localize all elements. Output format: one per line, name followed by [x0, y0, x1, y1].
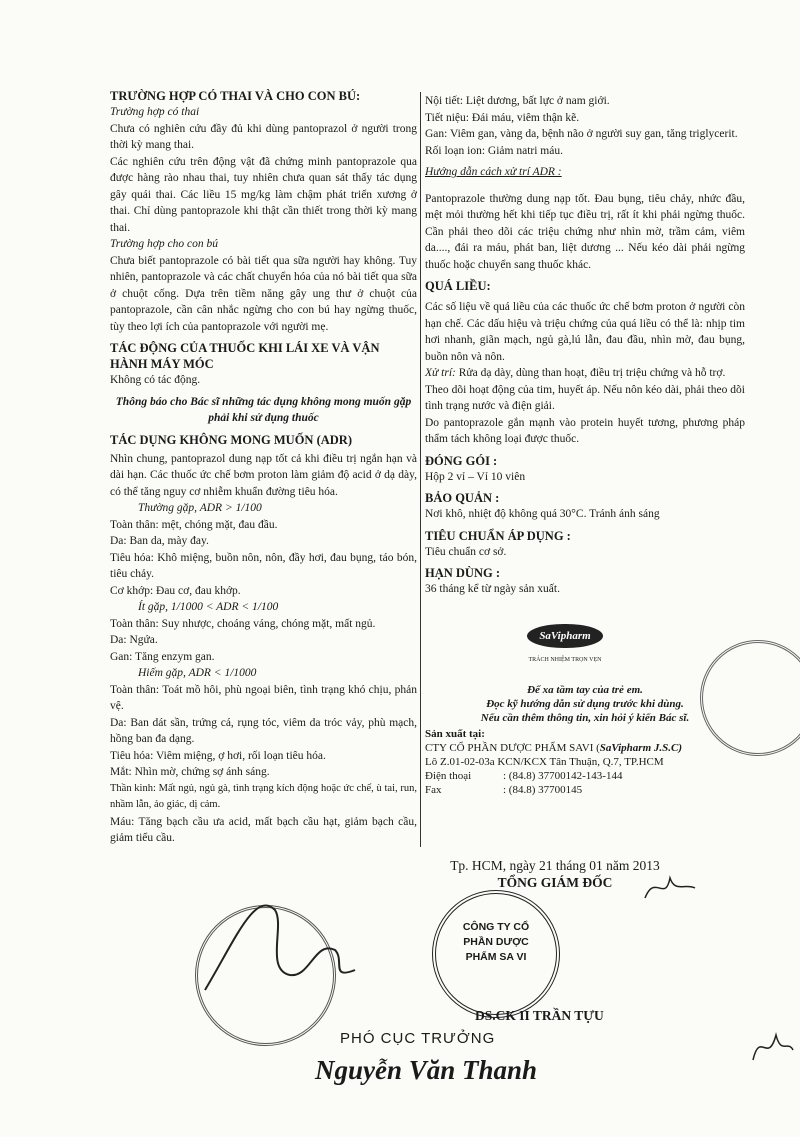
adr-common-2: Da: Ban da, mày đay. — [110, 535, 209, 547]
manufacturer-name: CTY CỔ PHẦN DƯỢC PHẨM SAVI ( — [425, 741, 600, 754]
initials-stroke — [645, 878, 695, 898]
overdose-treatment — [425, 365, 745, 382]
adr-common-3: Tiêu hóa: Khô miệng, buồn nôn, nôn, đầy hơi, đau bụng, táo bón, tiêu chảy. — [110, 551, 417, 580]
manufacturer — [425, 727, 745, 797]
company-stamp-text: CÔNG TY CỔ PHẦN DƯỢC PHẨM SA VI — [462, 921, 530, 963]
adr-uncommon-label: Ít gặp, 1/1000 < ADR < 1/100 — [138, 601, 279, 613]
adr-urinary: Tiết niệu: Đái máu, viêm thận kẽ. — [425, 111, 580, 124]
logo-text: SaVipharm — [539, 629, 591, 642]
storage-heading: BẢO QUẢN : — [425, 491, 500, 505]
adr-rare-4: Mắt: Nhìn mờ, chứng sợ ánh sáng. — [110, 766, 270, 778]
phone-label: Điện thoại — [425, 769, 472, 782]
adr-uncommon-1: Toàn thân: Suy nhược, choáng váng, chóng mặt, mất ngủ. — [110, 617, 376, 630]
adr-rare-1: Toàn thân: Toát mồ hôi, phù ngoại biên, tình trạng khó chịu, phản vệ. — [110, 683, 417, 712]
adr-rare-6: Máu: Tăng bạch cầu ưa acid, mất bạch cầu hạt, giảm bạch cầu, giảm tiểu cầu. — [110, 815, 417, 844]
adr-notice: Thông báo cho Bác sĩ những tác dụng không mong muốn gặp phải khi sử dụng thuốc — [115, 395, 412, 424]
warning-3: Nếu cần thêm thông tin, xin hỏi ý kiến Bác sĩ. — [480, 711, 690, 724]
warning-1: Để xa tầm tay của trẻ em. — [527, 683, 643, 696]
adr-common-label: Thường gặp, ADR > 1/100 — [138, 502, 262, 514]
driving-text: Không có tác động. — [110, 374, 201, 386]
warning-2: Đọc kỹ hướng dẫn sử dụng trước khi dùng. — [486, 697, 684, 710]
adr-uncommon-2: Da: Ngứa. — [110, 634, 158, 646]
adr-guide-heading: Hướng dẫn cách xử trí ADR : — [425, 166, 562, 178]
fax-value: : (84.8) 37700145 — [503, 783, 583, 796]
signature-stroke — [205, 905, 355, 990]
initials-scribble — [640, 868, 700, 908]
standard-text: Tiêu chuẩn cơ sở. — [425, 545, 507, 558]
driving-heading: TÁC ĐỘNG CỦA THUỐC KHI LÁI XE VÀ VẬN HÀNH MÁY MÓC — [110, 341, 380, 371]
standard-heading: TIÊU CHUẨN ÁP DỤNG : — [425, 528, 571, 543]
sign-director-title: TỔNG GIÁM ĐỐC — [497, 875, 613, 890]
overdose-heading: QUÁ LIỀU: — [425, 279, 491, 293]
warnings — [425, 683, 745, 725]
column-divider — [420, 92, 421, 847]
fax-label: Fax — [425, 783, 442, 796]
adr-endocrine: Nội tiết: Liệt dương, bất lực ở nam giới. — [425, 95, 610, 107]
adr-rare-3: Tiêu hóa: Viêm miệng, ợ hơi, rối loạn tiêu hóa. — [110, 749, 326, 762]
expiry-text: 36 tháng kể từ ngày sản xuất. — [425, 583, 560, 595]
signer-name: DS.CK II TRẦN TỰU — [475, 1008, 604, 1023]
packaging-heading: ĐÓNG GÓI : — [425, 453, 498, 468]
left-column — [110, 88, 417, 847]
adr-uncommon-3: Gan: Tăng enzym gan. — [110, 650, 215, 663]
adr-heading: TÁC DỤNG KHÔNG MONG MUỐN (ADR) — [110, 432, 352, 447]
fax-row — [425, 783, 745, 797]
pregnancy-subheading: Trường hợp có thai — [110, 106, 200, 118]
adr-common-1: Toàn thân: mệt, chóng mặt, đau đầu. — [110, 518, 278, 531]
packaging-text: Hộp 2 vỉ – Vỉ 10 viên — [425, 470, 526, 483]
storage-text: Nơi khô, nhiệt độ không quá 30°C. Tránh ánh sáng — [425, 508, 660, 520]
manufacturer-name-row — [425, 741, 745, 755]
overdose-text-3: Theo dõi hoạt động của tim, huyết áp. Nếu nôn kéo dài, phải theo dõi tình trạng nước và điện giải. — [425, 383, 745, 412]
pregnancy-text-1: Chưa có nghiên cứu đầy đủ khi dùng pantoprazol ở người trong thời kỳ mang thai. — [110, 122, 417, 151]
company-stamp — [432, 890, 560, 1018]
phone-value: : (84.8) 37700142-143-144 — [503, 769, 623, 782]
vice-director-title: PHÓ CỤC TRƯỞNG — [340, 1030, 496, 1047]
manufacturer-heading: Sản xuất tại: — [425, 727, 485, 740]
adr-guide-text: Pantoprazole thường dung nạp tốt. Đau bụng, tiêu chảy, nhức đầu, mệt mỏi thường hết khi tiếp tục điều trị, rất ít khi phải ngừng thuốc. Cần phải theo dõi các triệu chứng như nhìn mờ, trầm cảm, viêm da...., đái ra máu, phát ban, liệt dương ... Nếu kéo dài phải ngừng thuốc hoặc chuyển sang thuốc khác. — [425, 192, 745, 271]
adr-rare-2: Da: Ban dát sần, trứng cá, rụng tóc, viêm da tróc vảy, phù mạch, hồng ban đa dạng. — [110, 716, 417, 745]
pregnancy-text-2: Các nghiên cứu trên động vật đã chứng minh pantoprazole qua được hàng rào nhau thai, tuy nhiên chưa quan sát thấy tác dụng gây quái thai. Các liều 15 mg/kg làm chậm phát triển xương ở thai. Chỉ dùng pantoprazole khi thật cần thiết trong thời kỳ mang thai. — [110, 155, 417, 234]
expiry-heading: HẠN DÙNG : — [425, 566, 500, 580]
overdose-treatment-label: Xử trí: — [425, 367, 456, 379]
corner-initials — [748, 1020, 798, 1070]
manufacturer-address: Lô Z.01-02-03a KCN/KCX Tân Thuận, Q.7, TP.HCM — [425, 755, 664, 768]
company-logo — [510, 624, 620, 669]
adr-intro: Nhìn chung, pantoprazol dung nạp tốt cả khi điều trị ngắn hạn và dài hạn. Các thuốc ức chế bơm proton làm giảm độ acid ở dạ dày, có thể tăng nguy cơ nhiễm khuẩn đường tiêu hóa. — [110, 452, 417, 498]
sign-date: Tp. HCM, ngày 21 tháng 01 năm 2013 — [450, 858, 660, 873]
overdose-treatment-text: Rửa dạ dày, dùng than hoạt, điều trị triệu chứng và hỗ trợ. — [455, 367, 726, 379]
manufacturer-brand: SaVipharm J.S.C) — [599, 741, 683, 754]
adr-rare-5: Thần kinh: Mất ngủ, ngủ gà, tình trạng kích động hoặc ức chế, ù tai, run, nhầm lẫn, ảo giác, dị cảm. — [110, 782, 417, 810]
breastfeeding-subheading: Trường hợp cho con bú — [110, 238, 218, 250]
vice-director-name: Nguyễn Văn Thanh — [315, 1055, 538, 1085]
overdose-text-1: Các số liệu về quá liều của các thuốc ức chế bơm proton ở người còn hạn chế. Các dấu hiệu và triệu chứng của quá liều có thể là: nhịp tim hơi nhanh, giãn mạch, ngủ gà,lú lẫn, đau đầu, nhìn mờ, đau bụng, buồn nôn và nôn. — [425, 301, 745, 363]
adr-rare-label: Hiếm gặp, ADR < 1/1000 — [138, 667, 257, 679]
adr-common-4: Cơ khớp: Đau cơ, đau khớp. — [110, 584, 241, 597]
adr-liver: Gan: Viêm gan, vàng da, bệnh não ở người suy gan, tăng triglycerit. — [425, 128, 738, 140]
breastfeeding-text: Chưa biết pantoprazole có bài tiết qua sữa người hay không. Tuy nhiên, pantoprazole và các chất chuyển hóa của nó bài tiết qua sữa ở chuột cống. Dựa trên tiềm năng gây ung thư ở chuột của pantoprazole, cần cân nhắc ngừng cho con bú hay ngừng thuốc, tùy theo lợi ích của pantoprazole với người mẹ. — [110, 254, 417, 333]
adr-ion: Rối loạn ion: Giảm natri máu. — [425, 144, 563, 157]
logo-oval — [527, 624, 602, 649]
pregnancy-heading: TRƯỜNG HỢP CÓ THAI VÀ CHO CON BÚ: — [110, 89, 361, 103]
right-column — [425, 93, 745, 797]
overdose-text-4: Do pantoprazole gắn mạnh vào protein huyết tương, phương pháp thẩm tách không loại được thuốc. — [425, 416, 745, 445]
phone-row — [425, 769, 745, 783]
logo-tagline: TRÁCH NHIỆM TRỌN VẸN — [528, 657, 602, 663]
corner-initials-stroke — [753, 1035, 793, 1060]
signature-scribble — [195, 880, 375, 1000]
